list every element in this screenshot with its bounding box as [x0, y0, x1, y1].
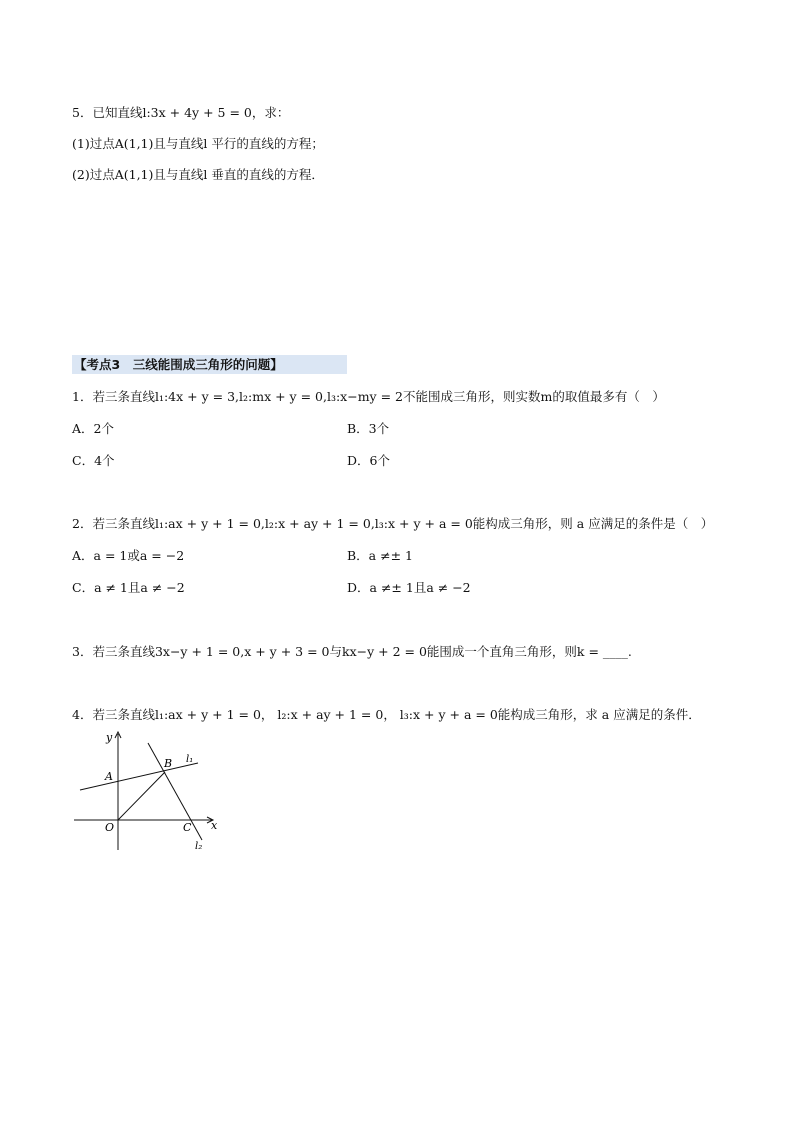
- label-l1: l₁: [186, 754, 194, 765]
- label-y: y: [106, 731, 113, 744]
- problem2-option-a: A．a = 1或a = −2: [72, 548, 185, 563]
- section-header: 【考点3 三线能围成三角形的问题】: [72, 355, 347, 374]
- problem1-stem: 1．若三条直线l₁:4x + y = 3,l₂:mx + y = 0,l₃:x−my = 2不能围成三角形，则实数m的取值最多有（ ）: [72, 389, 665, 404]
- label-o: O: [105, 821, 115, 834]
- problem1-option-c: C．4个: [72, 453, 115, 468]
- q5-stem: 5．已知直线l:3x + 4y + 5 = 0，求：: [72, 105, 290, 120]
- label-c: C: [183, 821, 192, 834]
- coordinate-figure: [72, 730, 232, 852]
- problem1-option-a: A．2个: [72, 421, 114, 436]
- figure-svg: [72, 730, 232, 852]
- q5-part2: (2)过点A(1,1)且与直线l 垂直的直线的方程．: [72, 167, 324, 182]
- problem2-option-c: C．a ≠ 1且a ≠ −2: [72, 580, 185, 595]
- label-l2: l₂: [195, 841, 203, 852]
- label-a: A: [105, 770, 113, 783]
- problem4-stem: 4．若三条直线l₁:ax + y + 1 = 0， l₂:x + ay + 1 = 0， l₃:x + y + a = 0能构成三角形，求 a 应满足的条件．: [72, 707, 701, 722]
- problem2-stem: 2．若三条直线l₁:ax + y + 1 = 0,l₂:x + ay + 1 = 0,l₃:x + y + a = 0能构成三角形，则 a 应满足的条件是（ ）: [72, 516, 714, 531]
- line-l2: [148, 743, 202, 840]
- problem1-option-d: D．6个: [347, 453, 390, 468]
- label-b: B: [164, 757, 173, 770]
- line-l1: [80, 763, 198, 790]
- problem3-stem: 3．若三条直线3x−y + 1 = 0,x + y + 3 = 0与kx−y + 2 = 0能围成一个直角三角形，则k = ____.: [72, 644, 632, 659]
- problem1-option-b: B．3个: [347, 421, 390, 436]
- label-x: x: [211, 819, 218, 832]
- q5-part1: (1)过点A(1,1)且与直线l 平行的直线的方程；: [72, 136, 324, 151]
- problem2-option-d: D．a ≠± 1且a ≠ −2: [347, 580, 471, 595]
- problem2-option-b: B．a ≠± 1: [347, 548, 413, 563]
